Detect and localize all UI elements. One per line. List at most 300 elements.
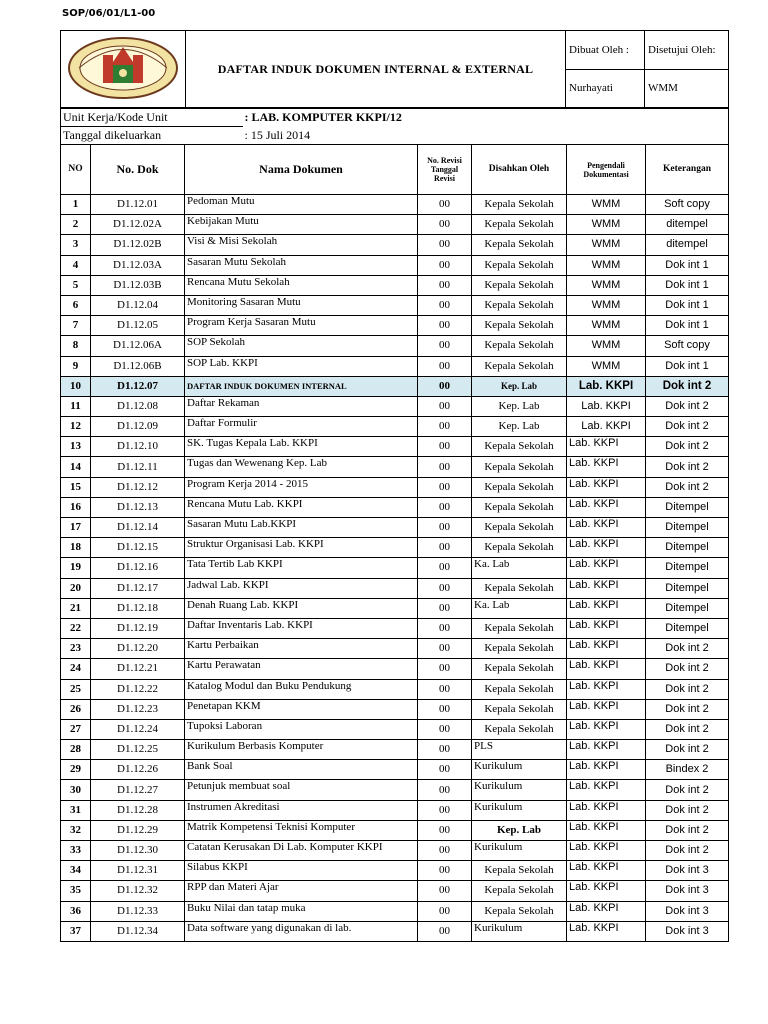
doc-name: Daftar Rekaman [185,396,418,416]
revision-number: 00 [418,921,472,941]
doc-remark: Ditempel [646,497,729,517]
revision-number: 00 [418,861,472,881]
approved-by: Kurikulum [472,841,567,861]
doc-number: D1.12.30 [91,841,185,861]
revision-number: 00 [418,356,472,376]
table-row [61,699,729,719]
row-number: 23 [61,639,91,659]
doc-controller: WMM [567,255,646,275]
document-title: DAFTAR INDUK DOKUMEN INTERNAL & EXTERNAL [186,31,566,108]
revision-number: 00 [418,376,472,396]
doc-controller: Lab. KKPI [567,376,646,396]
logo-cell [61,31,186,108]
doc-controller: Lab. KKPI [567,679,646,699]
doc-remark: Dok int 2 [646,699,729,719]
doc-name: Denah Ruang Lab. KKPI [185,598,418,618]
doc-controller: Lab. KKPI [567,780,646,800]
doc-controller: Lab. KKPI [567,740,646,760]
row-number: 18 [61,538,91,558]
row-number: 26 [61,699,91,719]
row-number: 17 [61,518,91,538]
doc-number: D1.12.20 [91,639,185,659]
doc-name: Kartu Perawatan [185,659,418,679]
table-row [61,760,729,780]
table-row [61,881,729,901]
table-header-row [61,145,729,195]
dibuat-label: Dibuat Oleh : [566,31,645,70]
doc-controller: Lab. KKPI [567,861,646,881]
table-row [61,578,729,598]
table-row [61,235,729,255]
revision-number: 00 [418,235,472,255]
doc-remark: Dok int 1 [646,275,729,295]
doc-number: D1.12.09 [91,417,185,437]
doc-name: Tata Tertib Lab KKPI [185,558,418,578]
table-row [61,659,729,679]
doc-controller: WMM [567,336,646,356]
table-row [61,598,729,618]
doc-name: DAFTAR INDUK DOKUMEN INTERNAL [185,376,418,396]
row-number: 16 [61,497,91,517]
revision-number: 00 [418,417,472,437]
doc-controller: Lab. KKPI [567,659,646,679]
approved-by: Ka. Lab [472,558,567,578]
doc-number: D1.12.22 [91,679,185,699]
doc-number: D1.12.24 [91,719,185,739]
doc-remark: Dok int 2 [646,820,729,840]
doc-name: Daftar Inventaris Lab. KKPI [185,618,418,638]
doc-controller: WMM [567,295,646,315]
row-number: 25 [61,679,91,699]
doc-name: Kebijakan Mutu [185,215,418,235]
doc-controller: Lab. KKPI [567,639,646,659]
doc-name: Visi & Misi Sekolah [185,235,418,255]
school-logo-icon [65,35,181,101]
col-revisi-header: No. Revisi Tanggal Revisi [418,145,472,195]
row-number: 35 [61,881,91,901]
approved-by: Kepala Sekolah [472,497,567,517]
table-row [61,316,729,336]
doc-name: Program Kerja 2014 - 2015 [185,477,418,497]
doc-controller: WMM [567,215,646,235]
table-row [61,255,729,275]
doc-remark: Dok int 2 [646,659,729,679]
approved-by: Kep. Lab [472,820,567,840]
revision-number: 00 [418,316,472,336]
disetujui-label: Disetujui Oleh: [645,31,729,70]
revision-number: 00 [418,497,472,517]
doc-remark: Dok int 3 [646,901,729,921]
row-number: 11 [61,396,91,416]
doc-name: Data software yang digunakan di lab. [185,921,418,941]
row-number: 24 [61,659,91,679]
revision-number: 00 [418,760,472,780]
row-number: 9 [61,356,91,376]
approved-by: Kepala Sekolah [472,639,567,659]
revision-number: 00 [418,881,472,901]
doc-number: D1.12.16 [91,558,185,578]
approved-by: Kepala Sekolah [472,316,567,336]
table-row [61,396,729,416]
table-row [61,356,729,376]
revision-number: 00 [418,659,472,679]
revision-number: 00 [418,639,472,659]
row-number: 31 [61,800,91,820]
doc-name: Tugas dan Wewenang Kep. Lab [185,457,418,477]
approved-by: Kepala Sekolah [472,215,567,235]
tanggal-label: Tanggal dikeluarkan [61,127,243,145]
doc-remark: Dok int 2 [646,437,729,457]
doc-remark: Dok int 2 [646,376,729,396]
table-row [61,457,729,477]
table-row [61,740,729,760]
doc-remark: Soft copy [646,195,729,215]
revision-number: 00 [418,598,472,618]
row-number: 36 [61,901,91,921]
approved-by: Kepala Sekolah [472,659,567,679]
doc-remark: Ditempel [646,518,729,538]
doc-name: Program Kerja Sasaran Mutu [185,316,418,336]
doc-number: D1.12.12 [91,477,185,497]
doc-name: Jadwal Lab. KKPI [185,578,418,598]
approved-by: Kepala Sekolah [472,699,567,719]
revision-number: 00 [418,740,472,760]
approved-by: Kepala Sekolah [472,336,567,356]
doc-number: D1.12.06B [91,356,185,376]
revision-number: 00 [418,336,472,356]
row-number: 28 [61,740,91,760]
row-number: 20 [61,578,91,598]
revision-number: 00 [418,457,472,477]
doc-controller: Lab. KKPI [567,437,646,457]
approved-by: Kurikulum [472,800,567,820]
doc-name: SK. Tugas Kepala Lab. KKPI [185,437,418,457]
document-code: SOP/06/01/L1-00 [62,8,156,19]
approved-by: Kepala Sekolah [472,235,567,255]
table-row [61,901,729,921]
revision-number: 00 [418,255,472,275]
table-row [61,921,729,941]
doc-controller: Lab. KKPI [567,538,646,558]
revision-number: 00 [418,518,472,538]
doc-number: D1.12.07 [91,376,185,396]
doc-controller: WMM [567,356,646,376]
document-header [60,30,729,108]
doc-number: D1.12.26 [91,760,185,780]
table-row [61,841,729,861]
table-row [61,336,729,356]
doc-name: Bank Soal [185,760,418,780]
doc-number: D1.12.33 [91,901,185,921]
revision-number: 00 [418,618,472,638]
doc-controller: Lab. KKPI [567,699,646,719]
doc-remark: ditempel [646,235,729,255]
doc-remark: Dok int 2 [646,477,729,497]
row-number: 15 [61,477,91,497]
doc-remark: ditempel [646,215,729,235]
doc-controller: Lab. KKPI [567,497,646,517]
approved-by: Kurikulum [472,921,567,941]
doc-name: Kartu Perbaikan [185,639,418,659]
approved-by: Kep. Lab [472,376,567,396]
doc-name: Silabus KKPI [185,861,418,881]
doc-name: Penetapan KKM [185,699,418,719]
revision-number: 00 [418,275,472,295]
table-row [61,639,729,659]
row-number: 2 [61,215,91,235]
approved-by: Ka. Lab [472,598,567,618]
revision-number: 00 [418,538,472,558]
doc-remark: Dok int 2 [646,457,729,477]
revision-number: 00 [418,195,472,215]
row-number: 13 [61,437,91,457]
doc-controller: WMM [567,195,646,215]
doc-number: D1.12.19 [91,618,185,638]
doc-name: Kurikulum Berbasis Komputer [185,740,418,760]
doc-controller: Lab. KKPI [567,760,646,780]
col-dok-header: No. Dok [91,145,185,195]
col-nama-header: Nama Dokumen [185,145,418,195]
table-row [61,679,729,699]
doc-name: Rencana Mutu Lab. KKPI [185,497,418,517]
row-number: 4 [61,255,91,275]
row-number: 5 [61,275,91,295]
table-row [61,195,729,215]
doc-remark: Dok int 1 [646,295,729,315]
doc-name: Sasaran Mutu Sekolah [185,255,418,275]
row-number: 27 [61,719,91,739]
doc-controller: Lab. KKPI [567,719,646,739]
table-row [61,800,729,820]
revision-number: 00 [418,780,472,800]
revision-number: 00 [418,477,472,497]
revision-number: 00 [418,578,472,598]
doc-number: D1.12.03B [91,275,185,295]
doc-number: D1.12.06A [91,336,185,356]
doc-controller: Lab. KKPI [567,477,646,497]
revision-number: 00 [418,841,472,861]
doc-number: D1.12.28 [91,800,185,820]
col-disahkan-header: Disahkan Oleh [472,145,567,195]
row-number: 30 [61,780,91,800]
document-table [60,144,729,942]
doc-name: Monitoring Sasaran Mutu [185,295,418,315]
doc-controller: Lab. KKPI [567,820,646,840]
doc-name: Instrumen Akreditasi [185,800,418,820]
approved-by: PLS [472,740,567,760]
doc-name: Sasaran Mutu Lab.KKPI [185,518,418,538]
doc-number: D1.12.15 [91,538,185,558]
doc-remark: Ditempel [646,538,729,558]
doc-controller: Lab. KKPI [567,457,646,477]
doc-number: D1.12.21 [91,659,185,679]
doc-name: SOP Lab. KKPI [185,356,418,376]
doc-remark: Ditempel [646,598,729,618]
doc-remark: Dok int 2 [646,780,729,800]
doc-remark: Bindex 2 [646,760,729,780]
approved-by: Kepala Sekolah [472,457,567,477]
col-keterangan-header: Keterangan [646,145,729,195]
doc-controller: Lab. KKPI [567,841,646,861]
table-row [61,295,729,315]
doc-controller: Lab. KKPI [567,598,646,618]
doc-remark: Ditempel [646,578,729,598]
doc-controller: Lab. KKPI [567,618,646,638]
doc-number: D1.12.10 [91,437,185,457]
table-row [61,538,729,558]
doc-number: D1.12.08 [91,396,185,416]
row-number: 21 [61,598,91,618]
row-number: 29 [61,760,91,780]
approved-by: Kurikulum [472,780,567,800]
doc-name: RPP dan Materi Ajar [185,881,418,901]
tanggal-value: : 15 Juli 2014 [243,127,729,145]
doc-controller: WMM [567,316,646,336]
unit-value: : LAB. KOMPUTER KKPI/12 [243,109,729,127]
doc-remark: Soft copy [646,336,729,356]
table-row [61,215,729,235]
doc-name: Catatan Kerusakan Di Lab. Komputer KKPI [185,841,418,861]
revision-number: 00 [418,820,472,840]
doc-controller: WMM [567,275,646,295]
doc-number: D1.12.01 [91,195,185,215]
doc-name: Daftar Formulir [185,417,418,437]
row-number: 32 [61,820,91,840]
table-row [61,275,729,295]
table-row [61,437,729,457]
approved-by: Kepala Sekolah [472,255,567,275]
table-row [61,477,729,497]
revision-number: 00 [418,719,472,739]
doc-name: Katalog Modul dan Buku Pendukung [185,679,418,699]
approved-by: Kurikulum [472,760,567,780]
doc-name: Matrik Kompetensi Teknisi Komputer [185,820,418,840]
table-row [61,558,729,578]
doc-remark: Ditempel [646,618,729,638]
doc-remark: Ditempel [646,558,729,578]
doc-name: Rencana Mutu Sekolah [185,275,418,295]
approved-by: Kepala Sekolah [472,618,567,638]
doc-remark: Dok int 1 [646,356,729,376]
doc-remark: Dok int 3 [646,881,729,901]
doc-number: D1.12.05 [91,316,185,336]
unit-label: Unit Kerja/Kode Unit [61,109,243,127]
doc-number: D1.12.25 [91,740,185,760]
doc-remark: Dok int 2 [646,719,729,739]
doc-number: D1.12.02A [91,215,185,235]
doc-number: D1.12.11 [91,457,185,477]
doc-number: D1.12.29 [91,820,185,840]
approved-by: Kepala Sekolah [472,901,567,921]
doc-controller: Lab. KKPI [567,417,646,437]
doc-remark: Dok int 3 [646,921,729,941]
table-row [61,618,729,638]
row-number: 10 [61,376,91,396]
revision-number: 00 [418,295,472,315]
approved-by: Kepala Sekolah [472,578,567,598]
row-number: 19 [61,558,91,578]
revision-number: 00 [418,679,472,699]
approved-by: Kepala Sekolah [472,881,567,901]
doc-number: D1.12.27 [91,780,185,800]
doc-remark: Dok int 2 [646,800,729,820]
doc-remark: Dok int 2 [646,639,729,659]
doc-remark: Dok int 2 [646,417,729,437]
approved-by: Kepala Sekolah [472,719,567,739]
doc-number: D1.12.31 [91,861,185,881]
row-number: 7 [61,316,91,336]
approved-by: Kepala Sekolah [472,437,567,457]
table-row [61,417,729,437]
approved-by: Kepala Sekolah [472,275,567,295]
doc-remark: Dok int 1 [646,255,729,275]
row-number: 37 [61,921,91,941]
doc-name: Tupoksi Laboran [185,719,418,739]
row-number: 22 [61,618,91,638]
approved-by: Kepala Sekolah [472,538,567,558]
approved-by: Kepala Sekolah [472,356,567,376]
doc-controller: Lab. KKPI [567,558,646,578]
table-row [61,497,729,517]
approved-by: Kepala Sekolah [472,861,567,881]
row-number: 3 [61,235,91,255]
doc-number: D1.12.14 [91,518,185,538]
row-number: 1 [61,195,91,215]
doc-controller: Lab. KKPI [567,578,646,598]
revision-number: 00 [418,558,472,578]
table-row [61,780,729,800]
doc-number: D1.12.23 [91,699,185,719]
doc-remark: Dok int 2 [646,841,729,861]
row-number: 34 [61,861,91,881]
doc-number: D1.12.34 [91,921,185,941]
doc-remark: Dok int 2 [646,740,729,760]
row-number: 33 [61,841,91,861]
revision-number: 00 [418,215,472,235]
doc-name: Petunjuk membuat soal [185,780,418,800]
revision-number: 00 [418,800,472,820]
revision-number: 00 [418,437,472,457]
doc-name: Struktur Organisasi Lab. KKPI [185,538,418,558]
doc-controller: Lab. KKPI [567,881,646,901]
row-number: 12 [61,417,91,437]
approved-by: Kepala Sekolah [472,518,567,538]
doc-number: D1.12.04 [91,295,185,315]
table-row [61,376,729,396]
doc-number: D1.12.02B [91,235,185,255]
doc-remark: Dok int 1 [646,316,729,336]
approved-by: Kep. Lab [472,417,567,437]
doc-remark: Dok int 2 [646,396,729,416]
row-number: 8 [61,336,91,356]
doc-number: D1.12.32 [91,881,185,901]
doc-controller: Lab. KKPI [567,518,646,538]
row-number: 14 [61,457,91,477]
doc-number: D1.12.13 [91,497,185,517]
doc-remark: Dok int 2 [646,679,729,699]
doc-number: D1.12.03A [91,255,185,275]
approved-by: Kepala Sekolah [472,195,567,215]
dibuat-value: Nurhayati [566,69,645,108]
doc-controller: Lab. KKPI [567,800,646,820]
approved-by: Kep. Lab [472,396,567,416]
approved-by: Kepala Sekolah [472,477,567,497]
table-row [61,820,729,840]
revision-number: 00 [418,699,472,719]
doc-controller: Lab. KKPI [567,901,646,921]
table-row [61,861,729,881]
col-pengendali-header: Pengendali Dokumentasi [567,145,646,195]
